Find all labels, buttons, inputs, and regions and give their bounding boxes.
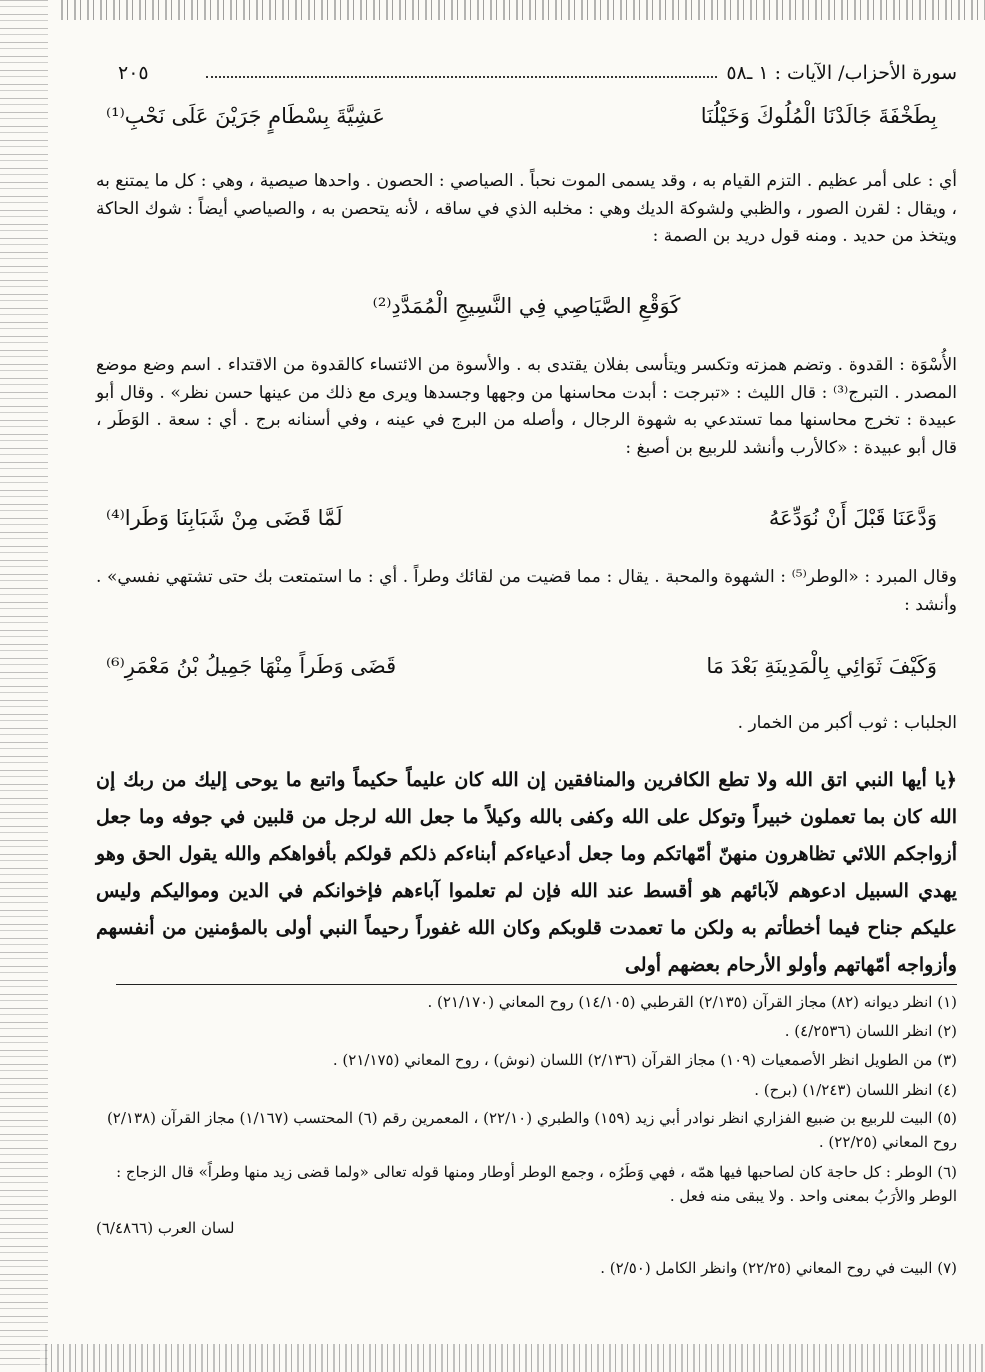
footnote-5: (٥) البيت للربيع بن ضبيع الفزاري انظر نوادر أبي زيد (١٥٩) والطبري (٢٢/١٠) ، المعمرين رقم (٦) المحتسب (١/١٦٧) مجاز القرآن (٢/١٣٨) روح المعاني (٢٢/٢٥) . <box>106 1109 957 1151</box>
quran-passage: ﴿يا أيها النبي اتق الله ولا تطع الكافرين والمنافقين إن الله كان عليماً حكيماً واتبع ما يوحى إليك من ربك إن الله كان بما تعملون خبيراً وتوكل على الله وكفى بالله وكيلاً ما جعل الله لرجل من قلبين في جوفه وما جعل أزواجكم اللائي تظاهرون منهنّ أمّهاتكم وما جعل أدعياءكم أبناءكم ذلكم قولكم بأفواهكم والله يقول الحق وهو يهدي السبيل ادعوهم لآبائهم هو أقسط عند الله فإن لم تعلموا آباءهم فإخوانكم في الدين ومواليكم وليس عليكم جناح فيما أخطأتم به ولكن ما تعمدت قلوبكم وكان الله غفوراً رحيماً النبي أولى بالمؤمنين من أنفسهم وأزواجه أمّهاتهم وأولو الأرحام بعضهم أولى <box>96 769 957 976</box>
header-leader-dots <box>206 76 717 78</box>
verse-1-second-hemistich: عَشِيَّةَ بِسْطَامٍ جَرَيْنَ عَلَى نَحْبِ⁽¹⁾ <box>106 104 385 128</box>
verse-4 <box>96 654 957 694</box>
verse-3 <box>96 506 957 546</box>
header-title: سورة الأحزاب/ الآيات : ١ ـ٥٨ <box>726 62 957 84</box>
paragraph-2: الأُسْوَة : القدوة . وتضم همزته وتكسر ويتأسى بفلان يقتدى به . والأسوة من الائتساء كالقدوة من الاقتداء . اسم وضع موضع المصدر . التبرج⁽³⁾ : قال الليث : «تبرجت : أبدت محاسنها من وجهها وجسدها ويرى مع ذلك من عينها حسن نظر» . وقال أبو عبيدة : تخرج محاسنها مما تستدعي به شهوة الرجال ، وأصله من البرج في عينه ، وفي أسنانه برج . أي : سعة . الوَطَر ، قال أبو عبيدة : «كالأرب وأنشد للربيع بن أصبغ : <box>96 355 957 458</box>
verse-3-first-hemistich: وَدَّعَنَا قَبْلَ أَنْ نُوَدِّعَهُ <box>768 506 937 530</box>
footnote-6-source: لسان العرب (٦/٤٨٦٦) <box>96 1219 235 1237</box>
footnote-separator <box>116 984 957 985</box>
footnote-4: (٤) انظر اللسان (١/٢٤٣) (برح) . <box>754 1081 957 1099</box>
decorative-border-left <box>0 0 48 1372</box>
verse-3-second-hemistich: لَمَّا قَضَى مِنْ شَبَابِنَا وَطَرا⁽⁴⁾ <box>106 506 343 530</box>
paragraph-4: الجلباب : ثوب أكبر من الخمار . <box>737 713 957 733</box>
verse-1-first-hemistich: بِطَخْفَةَ جَالَدْنَا الْمُلُوكَ وَخَيْلُنَا <box>700 104 937 128</box>
footnote-2: (٢) انظر اللسان (٤/٢٥٣٦) . <box>784 1022 957 1040</box>
running-header <box>96 62 957 92</box>
footnote-1: (١) انظر ديوانه (٨٢) مجاز القرآن (٢/١٣٥) القرطبي (١٤/١٠٥) روح المعاني (٢١/١٧٠) . <box>427 993 957 1011</box>
verse-2: كَوَقْعِ الصَّيَاصِي فِي النَّسِيجِ الْمُمَدَّدِ⁽²⁾ <box>372 294 681 318</box>
footnote-6: (٦) الوطر : كل حاجة كان لصاحبها فيها همّه ، فهي وَطَرُه ، وجمع الوطر أوطار ومنها قوله تعالى «ولما قضى زيد منها وطراً» قال الزجاج : الوطر والأرَبُ بمعنى واحد . ولا يبقى منه فعل . <box>116 1163 957 1205</box>
paragraph-1: أي : على أمر عظيم . التزم القيام به ، وقد يسمى الموت نحباً . الصياصي : الحصون . واحدها صيصية ، وهي : كل ما يمتنع به ، ويقال : لقرن الصور ، والظبي ولشوكة الديك وهي : مخلبه الذي في ساقه ، لأنه يتحصن به ، والصياصي أيضاً : شوك الحاكة ويتخذ من حديد . ومنه قول دريد بن الصمة : <box>96 171 957 246</box>
decorative-border-top <box>55 0 985 20</box>
footnote-3: (٣) من الطويل انظر الأصمعيات (١٠٩) مجاز القرآن (٢/١٣٦) اللسان (نوش) ، روح المعاني (٢١/١٧٥) . <box>332 1051 957 1069</box>
paragraph-3: وقال المبرد : «الوطر⁽⁵⁾ : الشهوة والمحبة . يقال : مما قضيت من لقائك وطراً . أي : ما استمتعت بك حتى تشتهي نفسي» . وأنشد : <box>96 567 957 615</box>
verse-1 <box>96 104 957 144</box>
book-page <box>96 52 957 1332</box>
verse-4-first-hemistich: وَكَيْفَ ثَوَائِي بِالْمَدِينَةِ بَعْدَ مَا <box>706 654 937 678</box>
page-number: ٢٠٥ <box>118 62 149 84</box>
footnote-7: (٧) البيت في روح المعاني (٢٢/٢٥) وانظر الكامل (٢/٥٠) . <box>600 1259 957 1277</box>
verse-4-second-hemistich: قَضَى وَطَراً مِنْهَا جَمِيلُ بْنُ مَعْمَرِ⁽⁶⁾ <box>106 654 397 678</box>
decorative-border-bottom <box>40 1344 985 1372</box>
